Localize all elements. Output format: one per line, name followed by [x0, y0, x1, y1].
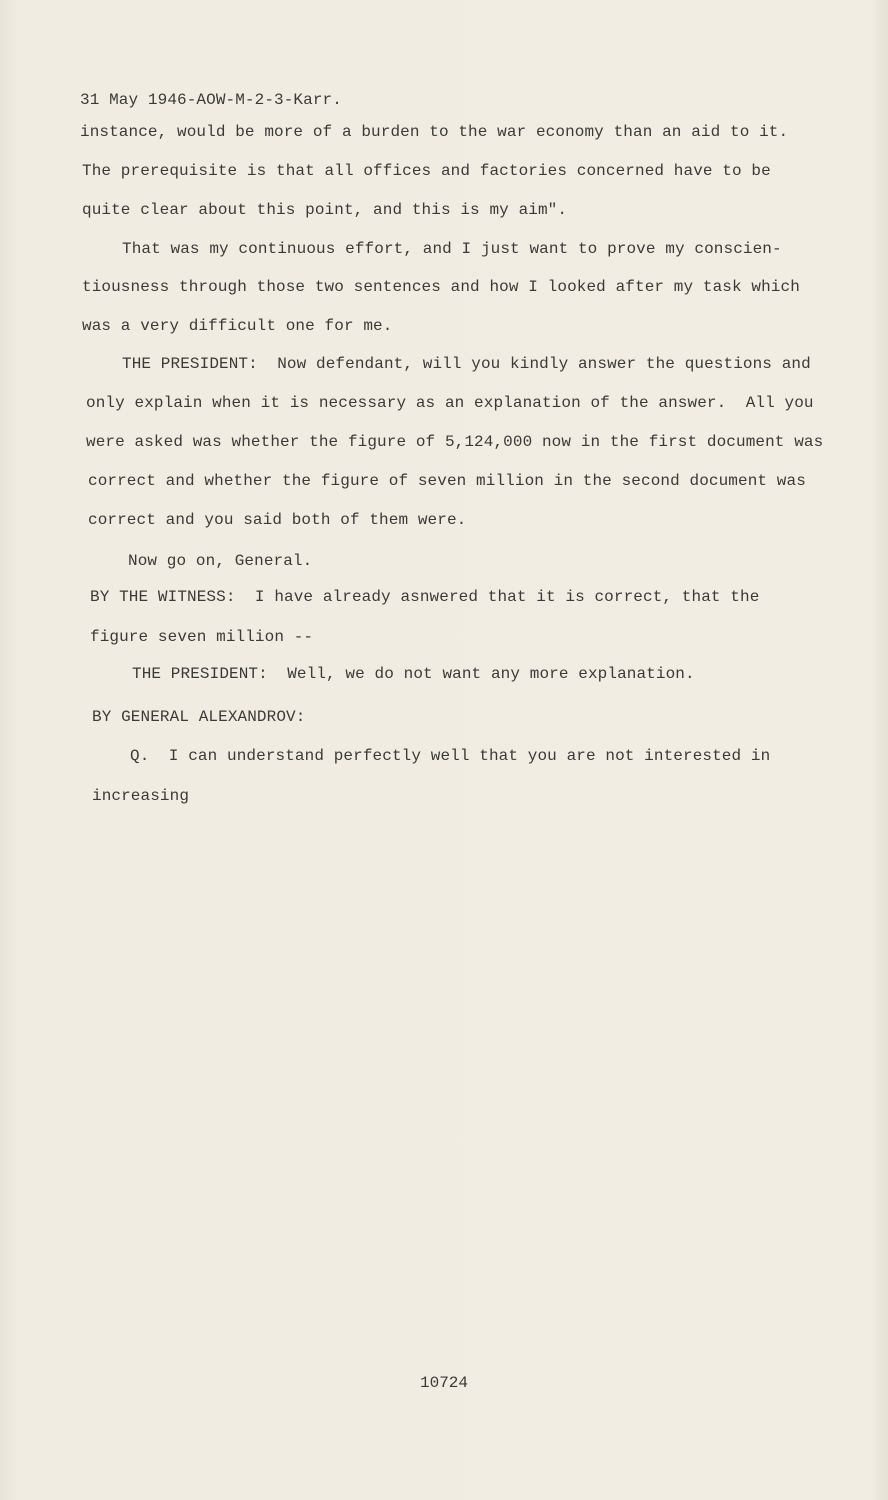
text-line: correct and whether the figure of seven million in the second document was: [88, 472, 806, 490]
text-line: only explain when it is necessary as an explanation of the answer. All you: [86, 394, 814, 412]
text-line: Q. I can understand perfectly well that you are not interested in: [130, 747, 771, 765]
text-line: THE PRESIDENT: Now defendant, will you kindly answer the questions and: [122, 355, 811, 373]
text-line: quite clear about this point, and this is my aim".: [82, 201, 568, 219]
text-line: The prerequisite is that all offices and factories concerned have to be: [82, 162, 771, 180]
text-line: increasing: [92, 787, 190, 805]
text-line: correct and you said both of them were.: [88, 511, 467, 529]
text-line: Now go on, General.: [128, 552, 313, 570]
text-line: BY THE WITNESS: I have already asnwered that it is correct, that the: [90, 588, 760, 606]
text-line: instance, would be more of a burden to the war economy than an aid to it.: [80, 123, 789, 141]
text-line: That was my continuous effort, and I just want to prove my conscien-: [122, 240, 782, 258]
text-line: THE PRESIDENT: Well, we do not want any more explanation.: [132, 665, 695, 683]
text-line: was a very difficult one for me.: [82, 317, 393, 335]
document-header: 31 May 1946-AOW-M-2-3-Karr.: [80, 91, 342, 109]
text-line: figure seven million --: [90, 628, 314, 646]
text-line: BY GENERAL ALEXANDROV:: [92, 708, 306, 726]
text-line: tiousness through those two sentences and how I looked after my task which: [82, 278, 800, 296]
page-number: 10724: [420, 1374, 469, 1392]
text-line: were asked was whether the figure of 5,124,000 now in the first document was: [86, 433, 824, 451]
